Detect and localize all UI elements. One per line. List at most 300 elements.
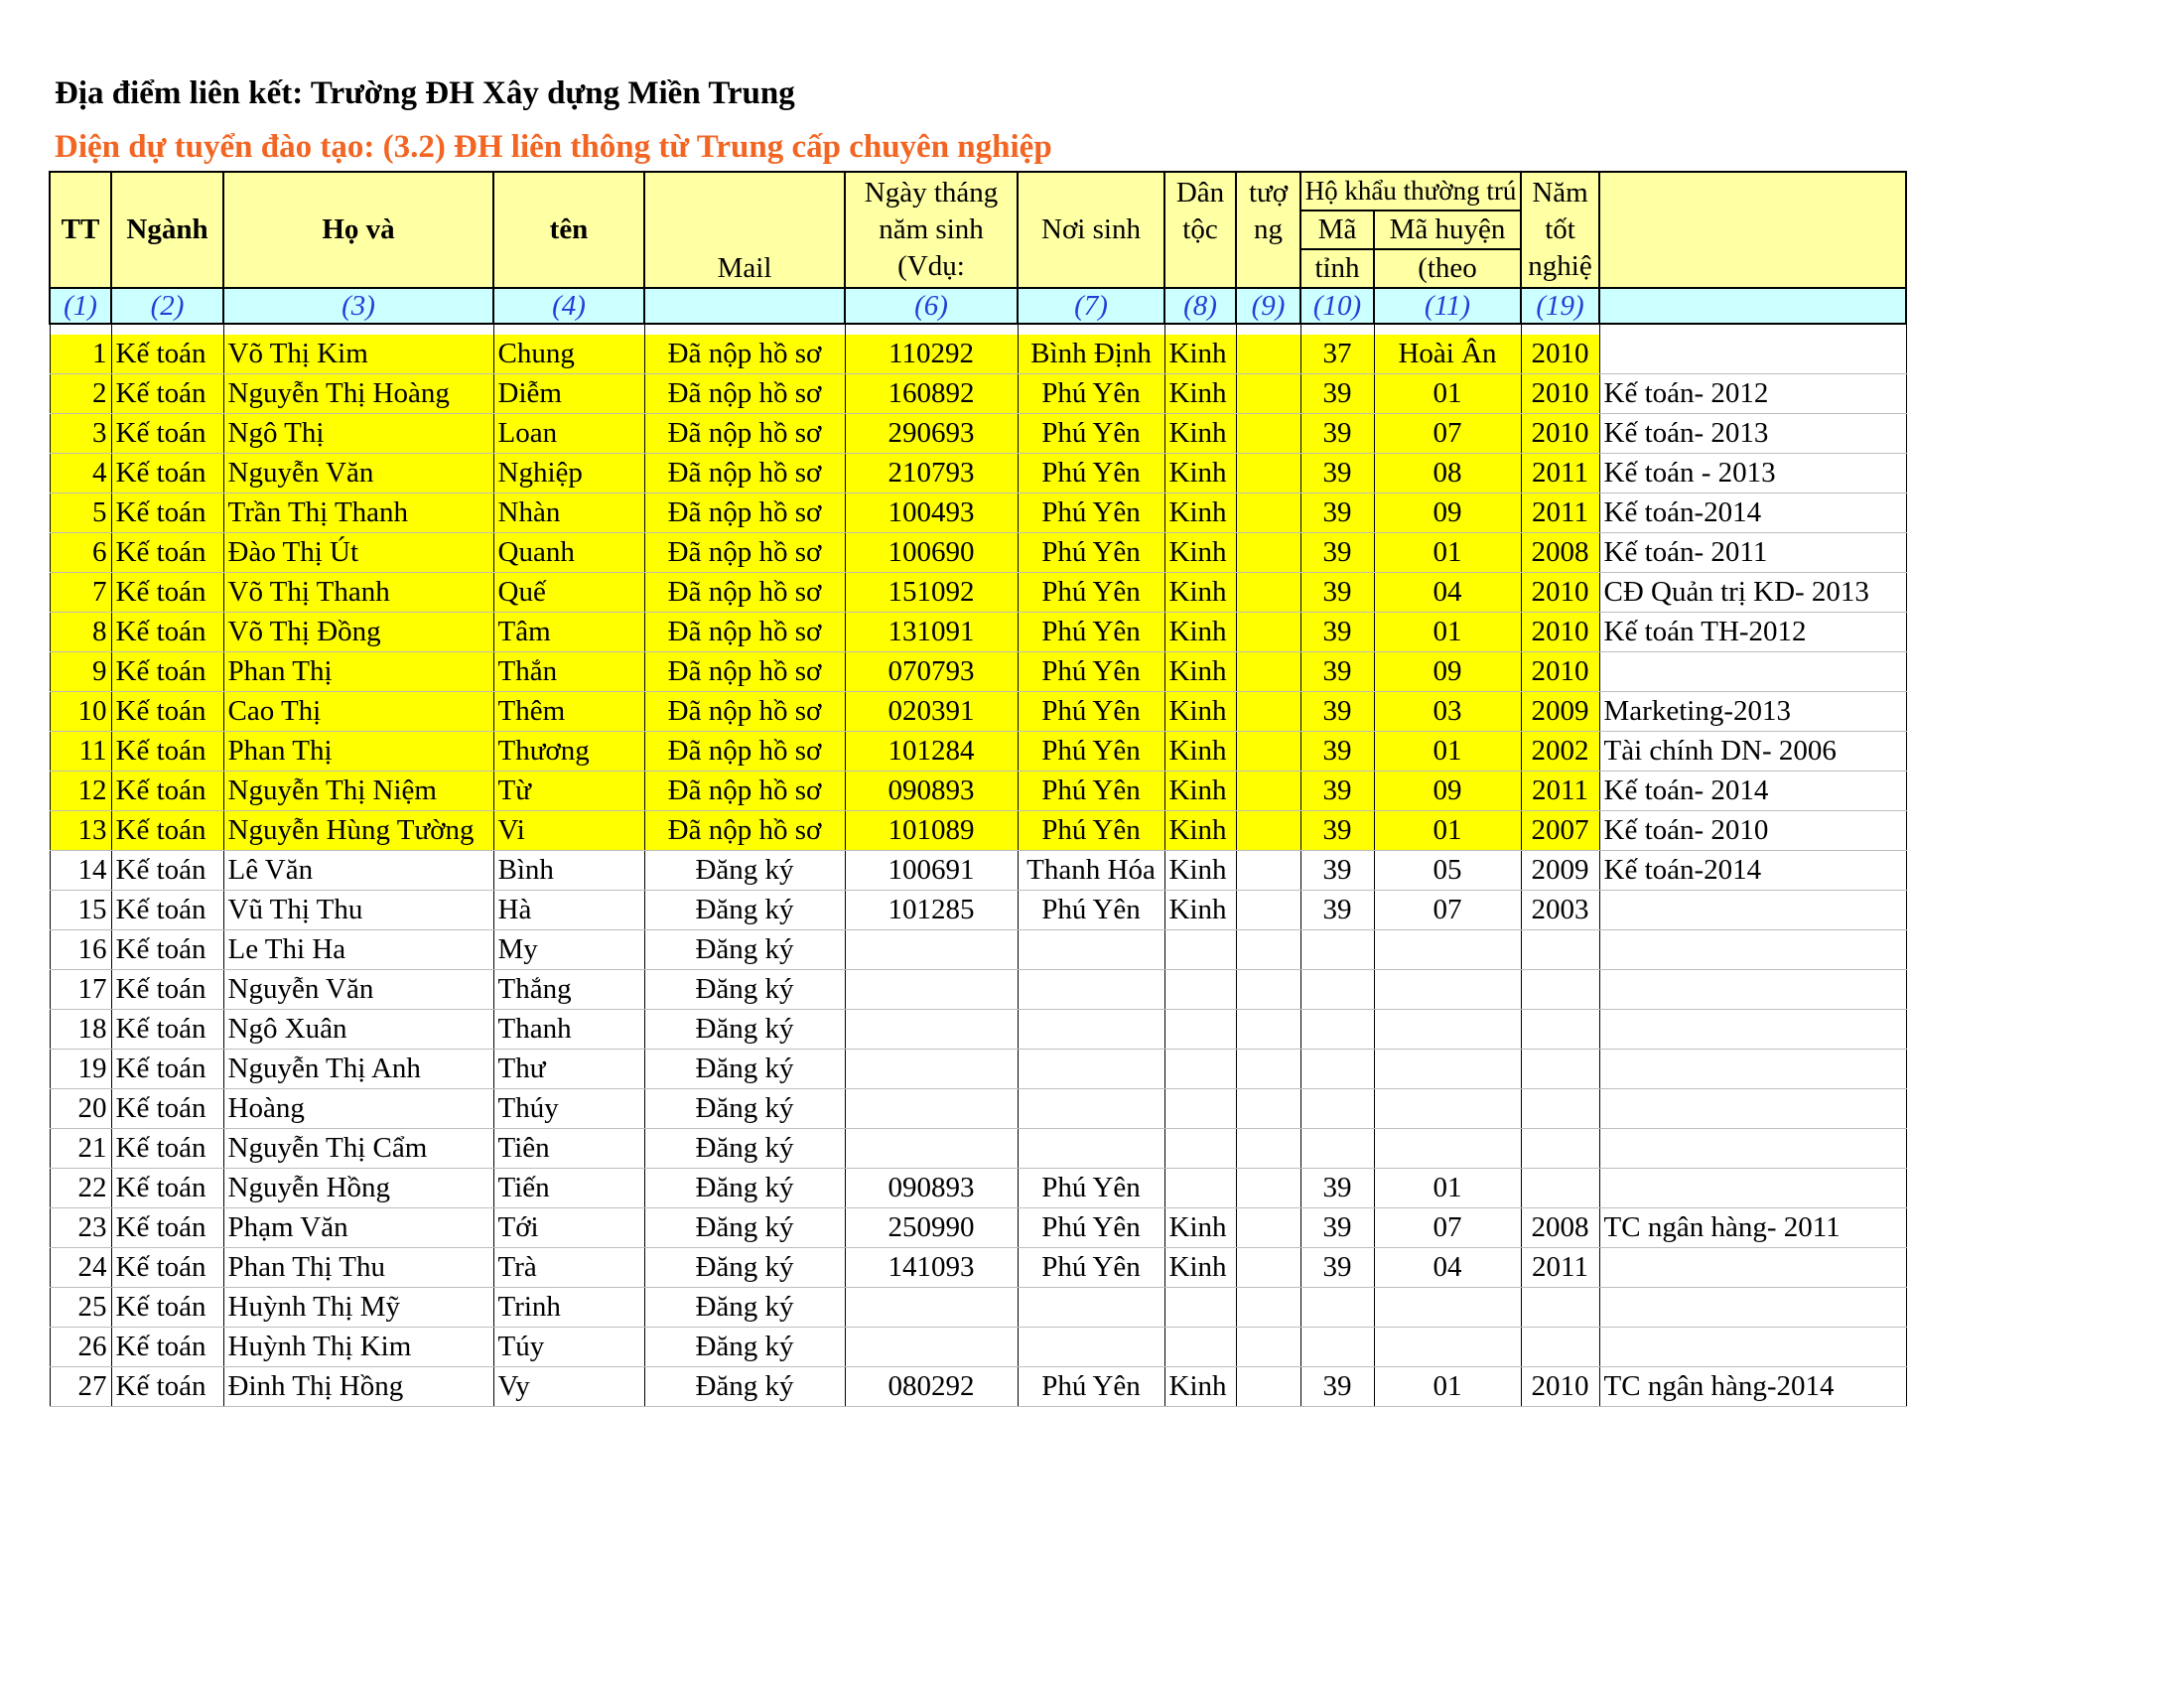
cell-dan-toc: Kinh	[1164, 652, 1236, 692]
cell-noi-sinh: Phú Yên	[1018, 1367, 1164, 1407]
cell-tt: 10	[50, 692, 111, 732]
cell-ten: Thúy	[493, 1089, 644, 1129]
cell-tt: 16	[50, 930, 111, 970]
col-header-nam-line2: tốt	[1545, 213, 1575, 245]
cell-ghi-chu: Tài chính DN- 2006	[1599, 732, 1906, 772]
cell-ghi-chu: Kế toán- 2010	[1599, 811, 1906, 851]
cell-nganh: Kế toán	[111, 652, 223, 692]
cell-mail: Đã nộp hồ sơ	[644, 732, 845, 772]
cell-doi-tuong	[1236, 811, 1300, 851]
cell-nganh: Kế toán	[111, 891, 223, 930]
cell-mail: Đăng ký	[644, 1089, 845, 1129]
cell-dan-toc: Kinh	[1164, 374, 1236, 414]
cell-ghi-chu: CĐ Quản trị KD- 2013	[1599, 573, 1906, 613]
cell-ma-tinh: 39	[1300, 811, 1374, 851]
cell-dob: 020391	[845, 692, 1018, 732]
cell-ghi-chu	[1599, 1010, 1906, 1050]
cell-ma-huyen	[1374, 930, 1521, 970]
cell-nganh: Kế toán	[111, 1089, 223, 1129]
cell-dob: 151092	[845, 573, 1018, 613]
table-row	[50, 930, 1906, 970]
cell-ma-tinh: 37	[1300, 335, 1374, 374]
cell-ma-tinh: 39	[1300, 533, 1374, 573]
cell-dob	[845, 970, 1018, 1010]
cell-ma-huyen: 01	[1374, 732, 1521, 772]
cell-dan-toc	[1164, 1129, 1236, 1169]
cell-ma-huyen: 03	[1374, 692, 1521, 732]
cell-ten: Nghiệp	[493, 454, 644, 493]
cell-ghi-chu	[1599, 335, 1906, 374]
cell-ghi-chu: TC ngân hàng-2014	[1599, 1367, 1906, 1407]
cell-ma-tinh	[1300, 1328, 1374, 1367]
cell-dob: 070793	[845, 652, 1018, 692]
cell-doi-tuong	[1236, 1010, 1300, 1050]
cell-dob: 090893	[845, 1169, 1018, 1208]
cell-noi-sinh: Phú Yên	[1018, 891, 1164, 930]
cell-ma-huyen	[1374, 1050, 1521, 1089]
cell-dob: 141093	[845, 1248, 1018, 1288]
col-header-ghi-chu	[1599, 172, 1906, 288]
cell-ma-tinh: 39	[1300, 652, 1374, 692]
cell-nam	[1521, 1089, 1599, 1129]
col-header-doi-tuong	[1236, 172, 1300, 288]
cell-noi-sinh: Phú Yên	[1018, 772, 1164, 811]
cell-doi-tuong	[1236, 1288, 1300, 1328]
table-row	[50, 891, 1906, 930]
cell-nam: 2007	[1521, 811, 1599, 851]
cell-ho: Nguyễn Thị Hoàng	[223, 374, 493, 414]
cell-ho: Trần Thị Thanh	[223, 493, 493, 533]
cell-ghi-chu: Kế toán TH-2012	[1599, 613, 1906, 652]
table-row	[50, 851, 1906, 891]
cell-doi-tuong	[1236, 1169, 1300, 1208]
cell-doi-tuong	[1236, 454, 1300, 493]
cell-ma-huyen: 09	[1374, 652, 1521, 692]
cell-mail: Đăng ký	[644, 1367, 845, 1407]
cell-noi-sinh: Phú Yên	[1018, 652, 1164, 692]
cell-noi-sinh: Phú Yên	[1018, 613, 1164, 652]
cell-nganh: Kế toán	[111, 930, 223, 970]
cell-nam: 2010	[1521, 613, 1599, 652]
table-row	[50, 652, 1906, 692]
cell-nganh: Kế toán	[111, 772, 223, 811]
column-number-cell: (1)	[50, 288, 111, 324]
cell-nganh: Kế toán	[111, 1248, 223, 1288]
cell-ten: Thắn	[493, 652, 644, 692]
cell-nam: 2010	[1521, 652, 1599, 692]
cell-ho: Vũ Thị Thu	[223, 891, 493, 930]
cell-nam: 2011	[1521, 493, 1599, 533]
cell-nam	[1521, 1129, 1599, 1169]
column-number-cell: (9)	[1236, 288, 1300, 324]
cell-nam: 2008	[1521, 1208, 1599, 1248]
cell-ghi-chu: Kế toán - 2013	[1599, 454, 1906, 493]
cell-mail: Đã nộp hồ sơ	[644, 573, 845, 613]
cell-mail: Đã nộp hồ sơ	[644, 335, 845, 374]
cell-doi-tuong	[1236, 335, 1300, 374]
table-row	[50, 1010, 1906, 1050]
cell-doi-tuong	[1236, 1129, 1300, 1169]
cell-mail: Đã nộp hồ sơ	[644, 772, 845, 811]
cell-tt: 26	[50, 1328, 111, 1367]
cell-mail: Đăng ký	[644, 1208, 845, 1248]
cell-nam	[1521, 1050, 1599, 1089]
cell-dob	[845, 1328, 1018, 1367]
cell-nganh: Kế toán	[111, 454, 223, 493]
cell-tt: 20	[50, 1089, 111, 1129]
cell-dan-toc: Kinh	[1164, 891, 1236, 930]
cell-noi-sinh: Phú Yên	[1018, 692, 1164, 732]
cell-ma-huyen: 01	[1374, 1367, 1521, 1407]
cell-noi-sinh: Phú Yên	[1018, 811, 1164, 851]
cell-ho: Huỳnh Thị Mỹ	[223, 1288, 493, 1328]
cell-nganh: Kế toán	[111, 573, 223, 613]
cell-mail: Đăng ký	[644, 851, 845, 891]
cell-dan-toc	[1164, 1328, 1236, 1367]
cell-ma-tinh: 39	[1300, 374, 1374, 414]
column-number-cell: (7)	[1018, 288, 1164, 324]
table-row	[50, 692, 1906, 732]
cell-doi-tuong	[1236, 493, 1300, 533]
cell-nam: 2009	[1521, 692, 1599, 732]
cell-ten: Thương	[493, 732, 644, 772]
cell-dob: 100690	[845, 533, 1018, 573]
cell-doi-tuong	[1236, 573, 1300, 613]
cell-ma-huyen: 01	[1374, 811, 1521, 851]
cell-noi-sinh: Phú Yên	[1018, 1248, 1164, 1288]
cell-dan-toc: Kinh	[1164, 811, 1236, 851]
column-number-cell	[644, 288, 845, 324]
cell-dan-toc: Kinh	[1164, 613, 1236, 652]
cell-ghi-chu	[1599, 1288, 1906, 1328]
cell-ma-tinh	[1300, 930, 1374, 970]
col-header-dob-line2: năm sinh	[879, 213, 984, 245]
cell-mail: Đã nộp hồ sơ	[644, 493, 845, 533]
cell-ho: Đinh Thị Hồng	[223, 1367, 493, 1407]
col-header-nam	[1521, 172, 1599, 288]
cell-dan-toc: Kinh	[1164, 692, 1236, 732]
cell-tt: 14	[50, 851, 111, 891]
col-header-ma-tinh-line1: Mã	[1300, 211, 1374, 249]
cell-ho: Võ Thị Thanh	[223, 573, 493, 613]
cell-ho: Đào Thị Út	[223, 533, 493, 573]
cell-ghi-chu	[1599, 891, 1906, 930]
cell-ten: Tới	[493, 1208, 644, 1248]
cell-noi-sinh	[1018, 930, 1164, 970]
cell-dan-toc: Kinh	[1164, 732, 1236, 772]
cell-nam	[1521, 930, 1599, 970]
cell-ten: My	[493, 930, 644, 970]
col-header-dob-line1: Ngày tháng	[864, 177, 999, 209]
cell-noi-sinh: Phú Yên	[1018, 1208, 1164, 1248]
cell-ten: Quế	[493, 573, 644, 613]
cell-tt: 19	[50, 1050, 111, 1089]
cell-dob	[845, 1129, 1018, 1169]
cell-dob: 250990	[845, 1208, 1018, 1248]
cell-ten: Chung	[493, 335, 644, 374]
cell-dan-toc	[1164, 1288, 1236, 1328]
cell-ma-tinh	[1300, 1288, 1374, 1328]
cell-nam	[1521, 970, 1599, 1010]
cell-ho: Le Thi Ha	[223, 930, 493, 970]
cell-ma-tinh: 39	[1300, 772, 1374, 811]
cell-ma-tinh: 39	[1300, 891, 1374, 930]
cell-ghi-chu: Marketing-2013	[1599, 692, 1906, 732]
table-row	[50, 1367, 1906, 1407]
col-header-dob	[845, 172, 1018, 288]
column-number-cell: (4)	[493, 288, 644, 324]
cell-doi-tuong	[1236, 414, 1300, 454]
cell-nganh: Kế toán	[111, 1208, 223, 1248]
cell-ho: Hoàng	[223, 1089, 493, 1129]
col-header-dan-toc	[1164, 172, 1236, 288]
cell-tt: 21	[50, 1129, 111, 1169]
cell-tt: 15	[50, 891, 111, 930]
cell-nam	[1521, 1328, 1599, 1367]
column-number-cell	[1599, 288, 1906, 324]
cell-ten: Bình	[493, 851, 644, 891]
col-header-nam-line1: Năm	[1532, 177, 1588, 209]
cell-ten: Thanh	[493, 1010, 644, 1050]
cell-nganh: Kế toán	[111, 1367, 223, 1407]
cell-nam: 2011	[1521, 772, 1599, 811]
cell-ma-huyen: 05	[1374, 851, 1521, 891]
cell-ma-huyen: 01	[1374, 1169, 1521, 1208]
cell-nganh: Kế toán	[111, 732, 223, 772]
cell-noi-sinh	[1018, 1050, 1164, 1089]
cell-doi-tuong	[1236, 772, 1300, 811]
cell-ma-tinh	[1300, 1089, 1374, 1129]
cell-ghi-chu	[1599, 1050, 1906, 1089]
cell-noi-sinh	[1018, 1288, 1164, 1328]
cell-ho: Phan Thị	[223, 732, 493, 772]
cell-dob: 101285	[845, 891, 1018, 930]
cell-nam	[1521, 1288, 1599, 1328]
column-number-cell: (11)	[1374, 288, 1521, 324]
table-row	[50, 1248, 1906, 1288]
cell-noi-sinh: Phú Yên	[1018, 732, 1164, 772]
cell-nganh: Kế toán	[111, 851, 223, 891]
cell-mail: Đăng ký	[644, 1169, 845, 1208]
column-number-row	[50, 288, 1906, 324]
cell-ho: Nguyễn Hùng Tường	[223, 811, 493, 851]
cell-ho: Nguyễn Hồng	[223, 1169, 493, 1208]
cell-ma-huyen: 08	[1374, 454, 1521, 493]
cell-ma-huyen	[1374, 1288, 1521, 1328]
cell-nam: 2002	[1521, 732, 1599, 772]
cell-ho: Cao Thị	[223, 692, 493, 732]
cell-ma-huyen: 01	[1374, 374, 1521, 414]
cell-nganh: Kế toán	[111, 1050, 223, 1089]
col-header-ma-tinh-line2: tỉnh	[1300, 249, 1374, 288]
cell-ten: Thư	[493, 1050, 644, 1089]
cell-ma-huyen: Hoài Ân	[1374, 335, 1521, 374]
cell-nam	[1521, 1169, 1599, 1208]
table-row	[50, 573, 1906, 613]
cell-nganh: Kế toán	[111, 1288, 223, 1328]
cell-ma-huyen: 07	[1374, 1208, 1521, 1248]
cell-ho: Nguyễn Thị Niệm	[223, 772, 493, 811]
cell-ten: Trinh	[493, 1288, 644, 1328]
cell-doi-tuong	[1236, 891, 1300, 930]
cell-dob: 101284	[845, 732, 1018, 772]
cell-noi-sinh: Phú Yên	[1018, 414, 1164, 454]
cell-noi-sinh	[1018, 970, 1164, 1010]
cell-ma-tinh: 39	[1300, 454, 1374, 493]
cell-noi-sinh	[1018, 1129, 1164, 1169]
cell-nganh: Kế toán	[111, 1328, 223, 1367]
table-row	[50, 613, 1906, 652]
cell-tt: 9	[50, 652, 111, 692]
cell-nganh: Kế toán	[111, 811, 223, 851]
cell-tt: 24	[50, 1248, 111, 1288]
cell-dan-toc: Kinh	[1164, 1367, 1236, 1407]
cell-ten: Túy	[493, 1328, 644, 1367]
cell-noi-sinh	[1018, 1328, 1164, 1367]
cell-ten: Diễm	[493, 374, 644, 414]
cell-dob	[845, 930, 1018, 970]
cell-dob: 290693	[845, 414, 1018, 454]
cell-ma-tinh	[1300, 1050, 1374, 1089]
cell-dan-toc: Kinh	[1164, 454, 1236, 493]
cell-tt: 23	[50, 1208, 111, 1248]
table-row	[50, 1208, 1906, 1248]
cell-nganh: Kế toán	[111, 374, 223, 414]
column-number-cell: (6)	[845, 288, 1018, 324]
table-row	[50, 772, 1906, 811]
cell-ten: Vi	[493, 811, 644, 851]
cell-doi-tuong	[1236, 732, 1300, 772]
cell-ma-tinh: 39	[1300, 732, 1374, 772]
table-row	[50, 374, 1906, 414]
cell-dob: 110292	[845, 335, 1018, 374]
cell-ghi-chu: Kế toán- 2012	[1599, 374, 1906, 414]
cell-dan-toc	[1164, 1050, 1236, 1089]
cell-ghi-chu: TC ngân hàng- 2011	[1599, 1208, 1906, 1248]
col-header-ho: Họ và	[223, 172, 493, 288]
cell-doi-tuong	[1236, 374, 1300, 414]
cell-nganh: Kế toán	[111, 414, 223, 454]
table-row	[50, 970, 1906, 1010]
cell-noi-sinh: Phú Yên	[1018, 493, 1164, 533]
cell-ten: Loan	[493, 414, 644, 454]
cell-ten: Tiên	[493, 1129, 644, 1169]
cell-ma-tinh: 39	[1300, 1208, 1374, 1248]
col-header-dan-toc-line1: Dân	[1175, 177, 1225, 209]
cell-doi-tuong	[1236, 1367, 1300, 1407]
col-header-nganh: Ngành	[111, 172, 223, 288]
cell-dob: 210793	[845, 454, 1018, 493]
table-row	[50, 1288, 1906, 1328]
cell-mail: Đăng ký	[644, 1050, 845, 1089]
cell-nganh: Kế toán	[111, 692, 223, 732]
cell-ma-huyen	[1374, 970, 1521, 1010]
cell-dob: 131091	[845, 613, 1018, 652]
cell-dan-toc: Kinh	[1164, 573, 1236, 613]
cell-ghi-chu	[1599, 1328, 1906, 1367]
cell-dan-toc: Kinh	[1164, 1248, 1236, 1288]
cell-tt: 17	[50, 970, 111, 1010]
cell-nam: 2010	[1521, 374, 1599, 414]
cell-ghi-chu	[1599, 652, 1906, 692]
cell-nganh: Kế toán	[111, 1010, 223, 1050]
cell-ma-huyen: 01	[1374, 613, 1521, 652]
table-row	[50, 454, 1906, 493]
cell-noi-sinh: Phú Yên	[1018, 454, 1164, 493]
cell-ho: Huỳnh Thị Kim	[223, 1328, 493, 1367]
cell-tt: 11	[50, 732, 111, 772]
cell-dob: 101089	[845, 811, 1018, 851]
cell-ma-huyen	[1374, 1010, 1521, 1050]
cell-noi-sinh: Bình Định	[1018, 335, 1164, 374]
cell-doi-tuong	[1236, 1248, 1300, 1288]
cell-ten: Thắng	[493, 970, 644, 1010]
cell-tt: 18	[50, 1010, 111, 1050]
col-header-ma-huyen-line2: (theo	[1374, 249, 1521, 288]
cell-ho: Phan Thị	[223, 652, 493, 692]
cell-ho: Phạm Văn	[223, 1208, 493, 1248]
col-header-ten: tên	[493, 172, 644, 288]
cell-ma-tinh	[1300, 970, 1374, 1010]
cell-tt: 4	[50, 454, 111, 493]
cell-noi-sinh	[1018, 1010, 1164, 1050]
page-subtitle: Diện dự tuyển đào tạo: (3.2) ĐH liên thông từ Trung cấp chuyên nghiệp	[55, 129, 1052, 165]
cell-nam: 2010	[1521, 573, 1599, 613]
table-row	[50, 1050, 1906, 1089]
cell-mail: Đăng ký	[644, 1288, 845, 1328]
cell-doi-tuong	[1236, 533, 1300, 573]
cell-ma-huyen	[1374, 1129, 1521, 1169]
cell-dan-toc	[1164, 970, 1236, 1010]
table-row	[50, 493, 1906, 533]
column-number-cell: (8)	[1164, 288, 1236, 324]
cell-dob: 160892	[845, 374, 1018, 414]
cell-tt: 3	[50, 414, 111, 454]
cell-dan-toc: Kinh	[1164, 533, 1236, 573]
cell-tt: 6	[50, 533, 111, 573]
table-row	[50, 1089, 1906, 1129]
col-header-dan-toc-line2: tộc	[1182, 213, 1218, 245]
cell-ho: Nguyễn Văn	[223, 454, 493, 493]
cell-doi-tuong	[1236, 1328, 1300, 1367]
cell-ma-tinh: 39	[1300, 493, 1374, 533]
col-header-nam-line3: nghiệ	[1528, 250, 1592, 282]
cell-ma-huyen: 07	[1374, 414, 1521, 454]
cell-ho: Nguyễn Thị Anh	[223, 1050, 493, 1089]
cell-mail: Đăng ký	[644, 1328, 845, 1367]
col-header-doi-tuong-line1: tượ	[1248, 177, 1289, 209]
cell-tt: 7	[50, 573, 111, 613]
cell-ma-huyen: 01	[1374, 533, 1521, 573]
table-row	[50, 414, 1906, 454]
cell-ma-tinh: 39	[1300, 692, 1374, 732]
col-header-ma-huyen-line1: Mã huyện	[1374, 211, 1521, 249]
cell-ho: Ngô Thị	[223, 414, 493, 454]
cell-nam	[1521, 1010, 1599, 1050]
cell-doi-tuong	[1236, 692, 1300, 732]
cell-doi-tuong	[1236, 1089, 1300, 1129]
cell-nam: 2010	[1521, 335, 1599, 374]
cell-ghi-chu	[1599, 930, 1906, 970]
cell-mail: Đã nộp hồ sơ	[644, 692, 845, 732]
cell-noi-sinh: Thanh Hóa	[1018, 851, 1164, 891]
cell-tt: 8	[50, 613, 111, 652]
cell-noi-sinh	[1018, 1089, 1164, 1129]
column-number-cell: (3)	[223, 288, 493, 324]
cell-ten: Nhàn	[493, 493, 644, 533]
table-row	[50, 533, 1906, 573]
cell-nam: 2003	[1521, 891, 1599, 930]
